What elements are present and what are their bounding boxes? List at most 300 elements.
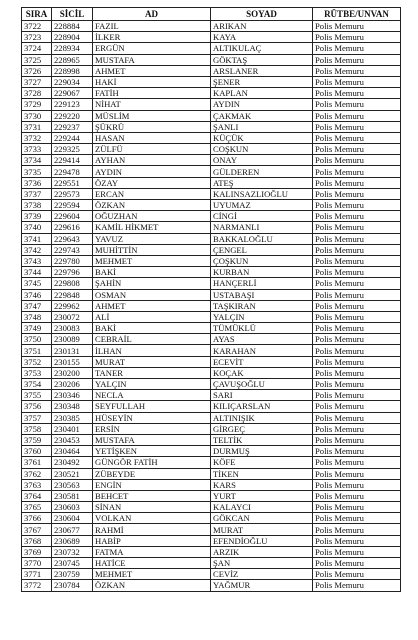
- cell-ad: AYHAN: [93, 155, 211, 166]
- cell-soyad: ŞAN: [211, 558, 313, 569]
- cell-sira: 3724: [22, 43, 52, 54]
- table-row: [22, 323, 401, 334]
- cell-ad: ÖZKAN: [93, 580, 211, 591]
- cell-sicil: 230131: [52, 345, 93, 356]
- cell-sira: 3760: [22, 446, 52, 457]
- table-row: [22, 412, 401, 423]
- cell-sicil: 230206: [52, 379, 93, 390]
- cell-rutbe: Polis Memuru: [313, 345, 401, 356]
- cell-sira: 3754: [22, 379, 52, 390]
- cell-soyad: ÇAVUŞOĞLU: [211, 379, 313, 390]
- cell-sicil: 229478: [52, 166, 93, 177]
- cell-soyad: KÜÇÜK: [211, 132, 313, 143]
- cell-ad: NİHAT: [93, 99, 211, 110]
- table-row: [22, 446, 401, 457]
- cell-sicil: 230759: [52, 569, 93, 580]
- cell-soyad: GÖKCAN: [211, 513, 313, 524]
- cell-soyad: EFENDİOĞLU: [211, 535, 313, 546]
- cell-sira: 3751: [22, 345, 52, 356]
- cell-soyad: ECEVİT: [211, 356, 313, 367]
- table-row: [22, 43, 401, 54]
- cell-ad: YAVUZ: [93, 233, 211, 244]
- cell-soyad: KALAYCI: [211, 502, 313, 513]
- cell-rutbe: Polis Memuru: [313, 88, 401, 99]
- cell-soyad: ARIKAN: [211, 21, 313, 32]
- cell-sira: 3732: [22, 132, 52, 143]
- cell-ad: ALİ: [93, 311, 211, 322]
- cell-ad: AYDIN: [93, 166, 211, 177]
- cell-sicil: 230464: [52, 446, 93, 457]
- cell-ad: HABİP: [93, 535, 211, 546]
- cell-rutbe: Polis Memuru: [313, 76, 401, 87]
- cell-sira: 3758: [22, 423, 52, 434]
- header-ad: AD: [93, 8, 211, 21]
- cell-ad: MUSTAFA: [93, 434, 211, 445]
- cell-soyad: YALÇIN: [211, 311, 313, 322]
- cell-soyad: ÇOŞKUN: [211, 255, 313, 266]
- cell-sicil: 229643: [52, 233, 93, 244]
- cell-soyad: ONAY: [211, 155, 313, 166]
- table-row: [22, 99, 401, 110]
- cell-sira: 3734: [22, 155, 52, 166]
- cell-ad: ERGÜN: [93, 43, 211, 54]
- cell-ad: FATMA: [93, 546, 211, 557]
- cell-soyad: ARSLANER: [211, 65, 313, 76]
- cell-ad: ZÜBEYDE: [93, 468, 211, 479]
- cell-sicil: 229244: [52, 132, 93, 143]
- cell-rutbe: Polis Memuru: [313, 166, 401, 177]
- cell-sira: 3749: [22, 323, 52, 334]
- cell-soyad: CEVİZ: [211, 569, 313, 580]
- cell-rutbe: Polis Memuru: [313, 65, 401, 76]
- header-sira: SIRA: [22, 8, 52, 21]
- cell-sira: 3770: [22, 558, 52, 569]
- cell-soyad: ÇAKMAK: [211, 110, 313, 121]
- cell-rutbe: Polis Memuru: [313, 144, 401, 155]
- cell-soyad: TÜMÜKLÜ: [211, 323, 313, 334]
- cell-sicil: 230604: [52, 513, 93, 524]
- cell-rutbe: Polis Memuru: [313, 244, 401, 255]
- cell-sicil: 229573: [52, 188, 93, 199]
- table-row: [22, 278, 401, 289]
- cell-rutbe: Polis Memuru: [313, 278, 401, 289]
- cell-rutbe: Polis Memuru: [313, 446, 401, 457]
- cell-soyad: GİRGEÇ: [211, 423, 313, 434]
- cell-rutbe: Polis Memuru: [313, 54, 401, 65]
- table-row: [22, 233, 401, 244]
- cell-ad: OĞUZHAN: [93, 211, 211, 222]
- table-row: [22, 222, 401, 233]
- table-row: [22, 311, 401, 322]
- cell-ad: MEHMET: [93, 255, 211, 266]
- cell-sicil: 230581: [52, 490, 93, 501]
- cell-ad: ZÜLFÜ: [93, 144, 211, 155]
- cell-sira: 3743: [22, 255, 52, 266]
- cell-soyad: CİNGİ: [211, 211, 313, 222]
- cell-sira: 3753: [22, 367, 52, 378]
- cell-sira: 3728: [22, 88, 52, 99]
- cell-rutbe: Polis Memuru: [313, 502, 401, 513]
- cell-rutbe: Polis Memuru: [313, 334, 401, 345]
- cell-soyad: KURBAN: [211, 267, 313, 278]
- cell-ad: OSMAN: [93, 289, 211, 300]
- cell-rutbe: Polis Memuru: [313, 289, 401, 300]
- cell-sicil: 230784: [52, 580, 93, 591]
- cell-soyad: HANÇERLİ: [211, 278, 313, 289]
- table-row: [22, 502, 401, 513]
- cell-ad: HAKİ: [93, 76, 211, 87]
- cell-sira: 3738: [22, 200, 52, 211]
- cell-ad: YETİŞKEN: [93, 446, 211, 457]
- cell-rutbe: Polis Memuru: [313, 390, 401, 401]
- cell-soyad: KALINSAZLIOĞLU: [211, 188, 313, 199]
- table-row: [22, 188, 401, 199]
- cell-sicil: 230689: [52, 535, 93, 546]
- cell-sicil: 230155: [52, 356, 93, 367]
- cell-sicil: 230563: [52, 479, 93, 490]
- cell-soyad: KOÇAK: [211, 367, 313, 378]
- table-row: [22, 457, 401, 468]
- cell-sicil: 228934: [52, 43, 93, 54]
- cell-rutbe: Polis Memuru: [313, 323, 401, 334]
- cell-soyad: KARAHAN: [211, 345, 313, 356]
- cell-sicil: 229220: [52, 110, 93, 121]
- table-row: [22, 166, 401, 177]
- table-row: [22, 468, 401, 479]
- table-row: [22, 65, 401, 76]
- cell-soyad: BAKKALOĞLU: [211, 233, 313, 244]
- cell-soyad: SARI: [211, 390, 313, 401]
- cell-ad: MEHMET: [93, 569, 211, 580]
- cell-rutbe: Polis Memuru: [313, 32, 401, 43]
- cell-sira: 3745: [22, 278, 52, 289]
- cell-ad: MÜSLİM: [93, 110, 211, 121]
- cell-soyad: USTABAŞI: [211, 289, 313, 300]
- table-row: [22, 54, 401, 65]
- cell-sira: 3746: [22, 289, 52, 300]
- cell-soyad: KILIÇARSLAN: [211, 401, 313, 412]
- cell-sira: 3748: [22, 311, 52, 322]
- cell-rutbe: Polis Memuru: [313, 423, 401, 434]
- cell-sicil: 229796: [52, 267, 93, 278]
- cell-rutbe: Polis Memuru: [313, 457, 401, 468]
- cell-ad: HATİCE: [93, 558, 211, 569]
- cell-soyad: COŞKUN: [211, 144, 313, 155]
- cell-rutbe: Polis Memuru: [313, 267, 401, 278]
- header-soyad: SOYAD: [211, 8, 313, 21]
- table-row: [22, 132, 401, 143]
- table-row: [22, 434, 401, 445]
- cell-sira: 3757: [22, 412, 52, 423]
- cell-sicil: 228884: [52, 21, 93, 32]
- table-row: [22, 144, 401, 155]
- cell-rutbe: Polis Memuru: [313, 468, 401, 479]
- cell-sira: 3741: [22, 233, 52, 244]
- cell-soyad: DURMUŞ: [211, 446, 313, 457]
- cell-ad: ENGİN: [93, 479, 211, 490]
- cell-sicil: 230745: [52, 558, 93, 569]
- cell-sicil: 230072: [52, 311, 93, 322]
- cell-sicil: 229237: [52, 121, 93, 132]
- cell-ad: MUSTAFA: [93, 54, 211, 65]
- table-row: [22, 21, 401, 32]
- cell-rutbe: Polis Memuru: [313, 311, 401, 322]
- table-row: [22, 200, 401, 211]
- cell-ad: ŞÜKRÜ: [93, 121, 211, 132]
- table-row: [22, 32, 401, 43]
- cell-sicil: 228998: [52, 65, 93, 76]
- cell-sicil: 230089: [52, 334, 93, 345]
- cell-soyad: YAĞMUR: [211, 580, 313, 591]
- cell-sira: 3767: [22, 524, 52, 535]
- cell-rutbe: Polis Memuru: [313, 110, 401, 121]
- cell-sicil: 229780: [52, 255, 93, 266]
- header-row: [22, 8, 401, 21]
- cell-sira: 3771: [22, 569, 52, 580]
- cell-sicil: 228965: [52, 54, 93, 65]
- cell-soyad: YURT: [211, 490, 313, 501]
- cell-sicil: 229962: [52, 300, 93, 311]
- cell-sira: 3735: [22, 166, 52, 177]
- cell-sira: 3726: [22, 65, 52, 76]
- cell-sira: 3766: [22, 513, 52, 524]
- table-row: [22, 289, 401, 300]
- cell-rutbe: Polis Memuru: [313, 211, 401, 222]
- cell-sira: 3725: [22, 54, 52, 65]
- cell-rutbe: Polis Memuru: [313, 535, 401, 546]
- cell-ad: İLHAN: [93, 345, 211, 356]
- cell-ad: RAHMİ: [93, 524, 211, 535]
- cell-sira: 3750: [22, 334, 52, 345]
- cell-ad: ŞAHİN: [93, 278, 211, 289]
- table-row: [22, 356, 401, 367]
- cell-rutbe: Polis Memuru: [313, 479, 401, 490]
- cell-ad: KAMİL HİKMET: [93, 222, 211, 233]
- table-row: [22, 580, 401, 591]
- cell-soyad: MURAT: [211, 524, 313, 535]
- cell-soyad: KAYA: [211, 32, 313, 43]
- cell-rutbe: Polis Memuru: [313, 43, 401, 54]
- cell-sicil: 230346: [52, 390, 93, 401]
- cell-ad: AHMET: [93, 300, 211, 311]
- cell-rutbe: Polis Memuru: [313, 546, 401, 557]
- cell-sicil: 230677: [52, 524, 93, 535]
- cell-sira: 3765: [22, 502, 52, 513]
- table-row: [22, 390, 401, 401]
- cell-rutbe: Polis Memuru: [313, 155, 401, 166]
- cell-ad: ERSİN: [93, 423, 211, 434]
- cell-sicil: 230521: [52, 468, 93, 479]
- cell-sicil: 229604: [52, 211, 93, 222]
- cell-soyad: ARZIK: [211, 546, 313, 557]
- table-row: [22, 558, 401, 569]
- header-sicil: SİCİL: [52, 8, 93, 21]
- cell-sicil: 229848: [52, 289, 93, 300]
- cell-sira: 3723: [22, 32, 52, 43]
- cell-soyad: ATEŞ: [211, 177, 313, 188]
- cell-soyad: GÖKTAŞ: [211, 54, 313, 65]
- cell-ad: BEHCET: [93, 490, 211, 501]
- cell-rutbe: Polis Memuru: [313, 356, 401, 367]
- cell-sira: 3763: [22, 479, 52, 490]
- cell-sira: 3764: [22, 490, 52, 501]
- cell-soyad: ŞENER: [211, 76, 313, 87]
- cell-ad: İLKER: [93, 32, 211, 43]
- cell-rutbe: Polis Memuru: [313, 412, 401, 423]
- cell-rutbe: Polis Memuru: [313, 177, 401, 188]
- cell-ad: NECLA: [93, 390, 211, 401]
- cell-soyad: AYAS: [211, 334, 313, 345]
- cell-ad: AHMET: [93, 65, 211, 76]
- cell-rutbe: Polis Memuru: [313, 513, 401, 524]
- cell-soyad: UYUMAZ: [211, 200, 313, 211]
- table-row: [22, 524, 401, 535]
- cell-sira: 3729: [22, 99, 52, 110]
- cell-rutbe: Polis Memuru: [313, 379, 401, 390]
- table-row: [22, 244, 401, 255]
- cell-sicil: 230348: [52, 401, 93, 412]
- cell-sira: 3761: [22, 457, 52, 468]
- cell-ad: YALÇIN: [93, 379, 211, 390]
- cell-rutbe: Polis Memuru: [313, 99, 401, 110]
- cell-ad: ÖZKAN: [93, 200, 211, 211]
- cell-soyad: ALTIKULAÇ: [211, 43, 313, 54]
- cell-rutbe: Polis Memuru: [313, 490, 401, 501]
- cell-ad: CEBRAİL: [93, 334, 211, 345]
- table-row: [22, 479, 401, 490]
- cell-rutbe: Polis Memuru: [313, 255, 401, 266]
- table-row: [22, 379, 401, 390]
- cell-rutbe: Polis Memuru: [313, 21, 401, 32]
- table-row: [22, 367, 401, 378]
- cell-soyad: KAPLAN: [211, 88, 313, 99]
- table-row: [22, 267, 401, 278]
- cell-sicil: 229594: [52, 200, 93, 211]
- cell-sira: 3747: [22, 300, 52, 311]
- cell-sicil: 229743: [52, 244, 93, 255]
- table-row: [22, 110, 401, 121]
- cell-sira: 3733: [22, 144, 52, 155]
- cell-sira: 3731: [22, 121, 52, 132]
- cell-soyad: KARS: [211, 479, 313, 490]
- cell-rutbe: Polis Memuru: [313, 132, 401, 143]
- cell-ad: MURAT: [93, 356, 211, 367]
- cell-ad: SİNAN: [93, 502, 211, 513]
- cell-sira: 3769: [22, 546, 52, 557]
- cell-ad: VOLKAN: [93, 513, 211, 524]
- cell-soyad: ŞANLI: [211, 121, 313, 132]
- cell-sicil: 229067: [52, 88, 93, 99]
- cell-soyad: ÇENGEL: [211, 244, 313, 255]
- cell-ad: TANER: [93, 367, 211, 378]
- personnel-table: [21, 7, 401, 592]
- cell-sicil: 229616: [52, 222, 93, 233]
- cell-rutbe: Polis Memuru: [313, 434, 401, 445]
- cell-ad: FATİH: [93, 88, 211, 99]
- table-row: [22, 76, 401, 87]
- cell-soyad: GÜLDEREN: [211, 166, 313, 177]
- table-body: [22, 21, 401, 592]
- cell-rutbe: Polis Memuru: [313, 222, 401, 233]
- cell-soyad: KÖFE: [211, 457, 313, 468]
- cell-sira: 3727: [22, 76, 52, 87]
- cell-sicil: 230200: [52, 367, 93, 378]
- cell-sira: 3736: [22, 177, 52, 188]
- cell-rutbe: Polis Memuru: [313, 233, 401, 244]
- cell-ad: HÜSEYİN: [93, 412, 211, 423]
- cell-sira: 3737: [22, 188, 52, 199]
- cell-sira: 3768: [22, 535, 52, 546]
- cell-rutbe: Polis Memuru: [313, 188, 401, 199]
- cell-rutbe: Polis Memuru: [313, 200, 401, 211]
- cell-ad: SEYFULLAH: [93, 401, 211, 412]
- cell-sira: 3740: [22, 222, 52, 233]
- cell-soyad: TİKEN: [211, 468, 313, 479]
- table-header: [22, 8, 401, 21]
- cell-ad: FAZIL: [93, 21, 211, 32]
- cell-rutbe: Polis Memuru: [313, 367, 401, 378]
- cell-soyad: AYDIN: [211, 99, 313, 110]
- cell-ad: BAKİ: [93, 323, 211, 334]
- cell-sicil: 230083: [52, 323, 93, 334]
- cell-sicil: 230401: [52, 423, 93, 434]
- cell-sicil: 229414: [52, 155, 93, 166]
- cell-ad: ERCAN: [93, 188, 211, 199]
- table-row: [22, 401, 401, 412]
- cell-sicil: 229034: [52, 76, 93, 87]
- cell-sira: 3752: [22, 356, 52, 367]
- table-row: [22, 177, 401, 188]
- cell-soyad: TAŞKIRAN: [211, 300, 313, 311]
- table-row: [22, 334, 401, 345]
- table-row: [22, 535, 401, 546]
- cell-sicil: 229325: [52, 144, 93, 155]
- cell-sira: 3756: [22, 401, 52, 412]
- cell-rutbe: Polis Memuru: [313, 121, 401, 132]
- cell-soyad: TELTİK: [211, 434, 313, 445]
- table-row: [22, 490, 401, 501]
- cell-soyad: ALTINIŞIK: [211, 412, 313, 423]
- cell-sira: 3722: [22, 21, 52, 32]
- cell-sira: 3759: [22, 434, 52, 445]
- table-row: [22, 345, 401, 356]
- table-row: [22, 513, 401, 524]
- cell-sicil: 229551: [52, 177, 93, 188]
- table-row: [22, 88, 401, 99]
- table-row: [22, 300, 401, 311]
- cell-sicil: 229123: [52, 99, 93, 110]
- cell-sicil: 230385: [52, 412, 93, 423]
- cell-rutbe: Polis Memuru: [313, 300, 401, 311]
- cell-rutbe: Polis Memuru: [313, 569, 401, 580]
- cell-soyad: NARMANLI: [211, 222, 313, 233]
- cell-sicil: 230453: [52, 434, 93, 445]
- cell-sicil: 229808: [52, 278, 93, 289]
- cell-rutbe: Polis Memuru: [313, 580, 401, 591]
- cell-sira: 3755: [22, 390, 52, 401]
- cell-sicil: 230492: [52, 457, 93, 468]
- table-row: [22, 569, 401, 580]
- cell-sira: 3730: [22, 110, 52, 121]
- header-rutbe-unvan: RÜTBE/UNVAN: [313, 8, 401, 21]
- cell-ad: GÜNGÖR FATİH: [93, 457, 211, 468]
- table-row: [22, 255, 401, 266]
- cell-ad: BAKİ: [93, 267, 211, 278]
- cell-ad: HASAN: [93, 132, 211, 143]
- cell-ad: MUHİTTİN: [93, 244, 211, 255]
- cell-rutbe: Polis Memuru: [313, 401, 401, 412]
- table-row: [22, 423, 401, 434]
